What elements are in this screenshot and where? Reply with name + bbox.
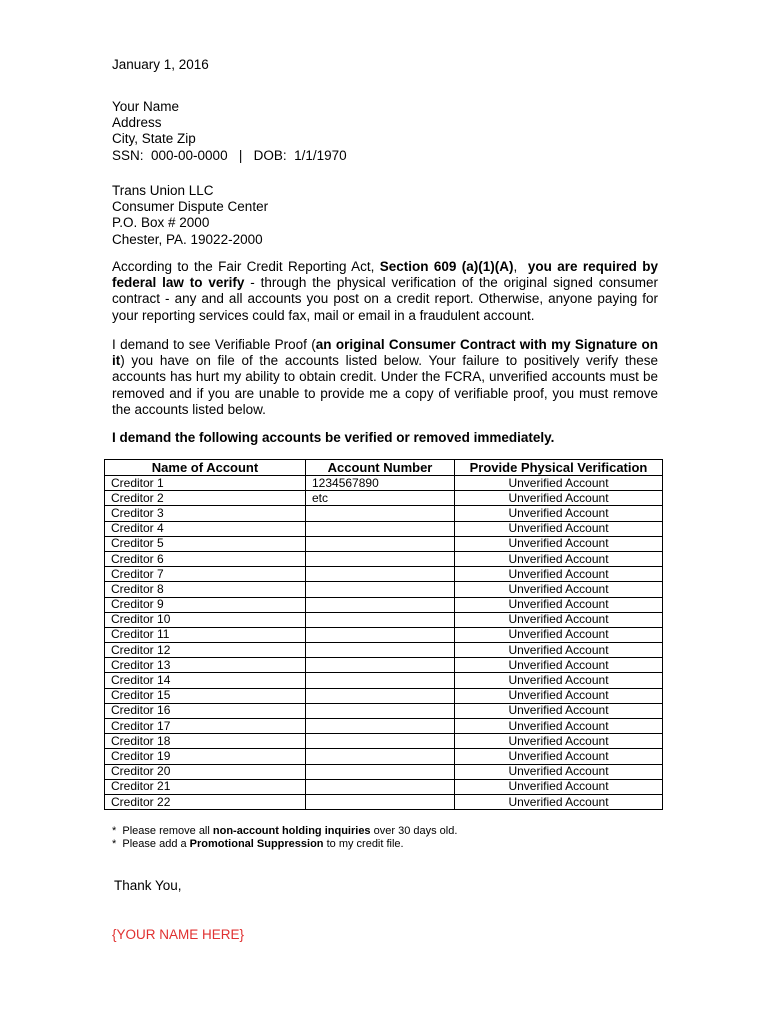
para2-text2: ) you have on file of the accounts listed below. Your failure to positively verify these accounts has hurt my ability to obtain credit. Under the FCRA, unverified accounts must be removed and if you are unable to provide me a copy of verifiable proof, you must remove the accounts listed below.	[112, 353, 658, 417]
sender-address: Address	[112, 115, 162, 131]
table-row	[105, 688, 663, 703]
table-row	[105, 612, 663, 627]
cell-account-name: Creditor 18	[105, 734, 306, 749]
cell-account-number	[306, 521, 455, 536]
cell-account-name: Creditor 5	[105, 536, 306, 551]
table-row	[105, 521, 663, 536]
cell-account-number	[306, 703, 455, 718]
recipient-line1: Trans Union LLC	[112, 183, 214, 198]
cell-account-number	[306, 719, 455, 734]
cell-account-name: Creditor 17	[105, 719, 306, 734]
cell-account-number: etc	[306, 491, 455, 506]
recipient-block	[112, 183, 268, 248]
cell-verification: Unverified Account	[455, 749, 663, 764]
cell-account-number	[306, 688, 455, 703]
sender-city: City, State Zip	[112, 131, 196, 147]
cell-verification: Unverified Account	[455, 612, 663, 627]
cell-account-number	[306, 734, 455, 749]
cell-account-name: Creditor 19	[105, 749, 306, 764]
table-row	[105, 597, 663, 612]
cell-verification: Unverified Account	[455, 627, 663, 642]
cell-account-number	[306, 627, 455, 642]
recipient-line2: Consumer Dispute Center	[112, 199, 269, 215]
table-row	[105, 749, 663, 764]
table-row	[105, 794, 663, 809]
note-inquiries	[112, 825, 457, 838]
paragraph-demand-proof	[112, 337, 658, 418]
note2-pre: * Please add a	[112, 838, 190, 850]
cell-account-name: Creditor 13	[105, 658, 306, 673]
cell-account-name: Creditor 3	[105, 506, 306, 521]
table-row	[105, 779, 663, 794]
header-account-number: Account Number	[306, 460, 455, 476]
table-row	[105, 551, 663, 566]
cell-account-name: Creditor 16	[105, 703, 306, 718]
para1-text2: ,	[513, 259, 528, 274]
cell-verification: Unverified Account	[455, 521, 663, 536]
recipient-line3: P.O. Box # 2000	[112, 215, 210, 231]
recipient-line4: Chester, PA. 19022-2000	[112, 231, 263, 247]
table-row	[105, 491, 663, 506]
cell-account-number	[306, 779, 455, 794]
note1-post: over 30 days old.	[370, 825, 458, 837]
cell-account-number	[306, 551, 455, 566]
notes-block	[112, 825, 457, 851]
note2-bold: Promotional Suppression	[189, 838, 324, 850]
cell-account-number	[306, 506, 455, 521]
paragraph-fcra	[112, 259, 658, 324]
sender-block	[112, 99, 347, 164]
cell-verification: Unverified Account	[455, 658, 663, 673]
table-row	[105, 567, 663, 582]
cell-account-name: Creditor 6	[105, 551, 306, 566]
cell-account-number	[306, 567, 455, 582]
cell-verification: Unverified Account	[455, 794, 663, 809]
note2-post: to my credit file.	[323, 838, 404, 850]
cell-account-name: Creditor 8	[105, 582, 306, 597]
cell-account-name: Creditor 21	[105, 779, 306, 794]
cell-verification: Unverified Account	[455, 491, 663, 506]
cell-account-number	[306, 597, 455, 612]
para1-bold1: Section 609 (a)(1)(A)	[379, 259, 514, 274]
table-row	[105, 658, 663, 673]
cell-verification: Unverified Account	[455, 582, 663, 597]
cell-account-name: Creditor 12	[105, 643, 306, 658]
cell-account-number	[306, 643, 455, 658]
table-header-row	[105, 460, 663, 476]
table-row	[105, 536, 663, 551]
table-row	[105, 719, 663, 734]
accounts-table	[104, 459, 663, 810]
para1-text1: According to the Fair Credit Reporting Act,	[112, 259, 380, 274]
header-account-name: Name of Account	[105, 460, 306, 476]
cell-account-name: Creditor 22	[105, 794, 306, 809]
table-row	[105, 506, 663, 521]
table-row	[105, 764, 663, 779]
para1-bold2: you are required by federal law to verify	[112, 259, 658, 291]
table-row	[105, 582, 663, 597]
cell-account-number	[306, 673, 455, 688]
cell-verification: Unverified Account	[455, 597, 663, 612]
para2-bold1: an original Consumer Contract with my Signature on it	[112, 337, 658, 369]
note1-pre: * Please remove all	[112, 825, 213, 837]
cell-account-name: Creditor 1	[105, 476, 306, 491]
cell-verification: Unverified Account	[455, 703, 663, 718]
cell-account-name: Creditor 4	[105, 521, 306, 536]
cell-verification: Unverified Account	[455, 734, 663, 749]
cell-account-name: Creditor 10	[105, 612, 306, 627]
note-suppression	[112, 838, 457, 851]
cell-verification: Unverified Account	[455, 688, 663, 703]
cell-verification: Unverified Account	[455, 643, 663, 658]
sender-ids: SSN: 000-00-0000 | DOB: 1/1/1970	[112, 147, 347, 163]
cell-verification: Unverified Account	[455, 779, 663, 794]
note1-bold: non-account holding inquiries	[212, 825, 371, 837]
cell-verification: Unverified Account	[455, 567, 663, 582]
cell-account-number	[306, 612, 455, 627]
cell-verification: Unverified Account	[455, 506, 663, 521]
cell-verification: Unverified Account	[455, 536, 663, 551]
cell-account-number	[306, 536, 455, 551]
cell-account-name: Creditor 15	[105, 688, 306, 703]
cell-account-number	[306, 794, 455, 809]
cell-verification: Unverified Account	[455, 673, 663, 688]
cell-account-name: Creditor 11	[105, 627, 306, 642]
cell-account-number	[306, 749, 455, 764]
cell-account-number: 1234567890	[306, 476, 455, 491]
cell-account-name: Creditor 9	[105, 597, 306, 612]
header-verification: Provide Physical Verification	[455, 460, 663, 476]
cell-account-name: Creditor 14	[105, 673, 306, 688]
table-row	[105, 643, 663, 658]
cell-account-name: Creditor 7	[105, 567, 306, 582]
letter-date: January 1, 2016	[112, 57, 209, 72]
cell-account-number	[306, 658, 455, 673]
table-row	[105, 734, 663, 749]
cell-account-name: Creditor 20	[105, 764, 306, 779]
table-row	[105, 476, 663, 491]
signature-placeholder: {YOUR NAME HERE}	[112, 927, 245, 942]
table-row	[105, 627, 663, 642]
cell-account-number	[306, 582, 455, 597]
cell-verification: Unverified Account	[455, 764, 663, 779]
demand-heading: I demand the following accounts be verified or removed immediately.	[112, 430, 555, 445]
cell-verification: Unverified Account	[455, 719, 663, 734]
sender-name: Your Name	[112, 99, 180, 114]
cell-verification: Unverified Account	[455, 476, 663, 491]
cell-verification: Unverified Account	[455, 551, 663, 566]
table-row	[105, 673, 663, 688]
cell-account-name: Creditor 2	[105, 491, 306, 506]
table-body	[105, 476, 663, 810]
para2-text1: I demand to see Verifiable Proof (	[112, 337, 316, 352]
cell-account-number	[306, 764, 455, 779]
table-row	[105, 703, 663, 718]
para1-text3: - through the physical verification of the original signed consumer contract - any and all accounts you post on a credit report. Otherwise, anyone paying for your reporting services could fax, mail or email in a fraudulent account.	[112, 275, 658, 323]
closing-text: Thank You,	[114, 878, 182, 893]
